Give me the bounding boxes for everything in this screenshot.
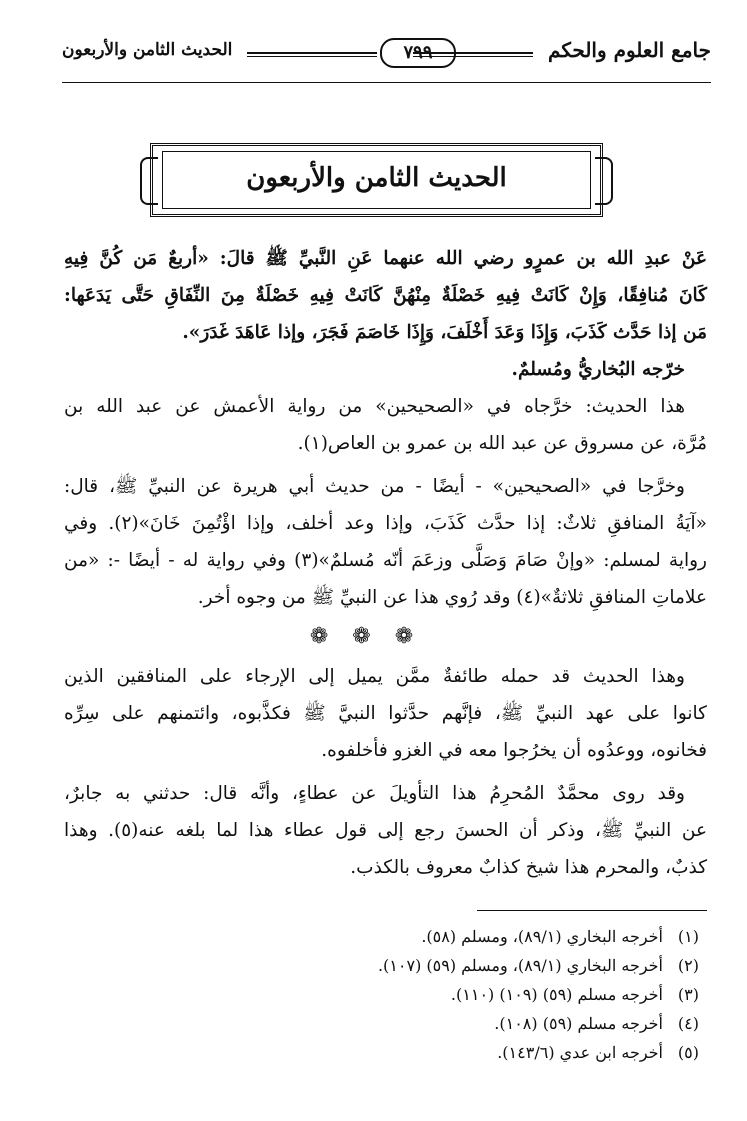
paragraph-line: وخرَّجا في «الصحيحين» - أيضًا - من حديث أبي هريرة عن النبيِّ ﷺ، قال:: [64, 476, 685, 497]
header-rule-left: [247, 52, 377, 57]
footnote: [99, 1009, 699, 1038]
hadith-line: عَنْ عبدِ الله بن عمرٍو رضي الله عنهما عَنِ النَّبيِّ ﷺ قالَ: «أربعٌ مَن كُنَّ فِيهِ: [64, 248, 707, 269]
main-text: [64, 240, 707, 616]
header-book-title: جامع العلوم والحكم: [548, 38, 711, 62]
footnotes: [99, 922, 699, 1067]
footnote-text: أخرجه مسلم (٥٩) (١٠٨).: [494, 1014, 663, 1033]
paragraph-line: رواية لمسلم: «وإنْ صَامَ وَصَلَّى وزعَمَ أنّه مُسلمٌ»(٣) وفي رواية له - أيضًا -: «من: [64, 550, 707, 571]
chapter-title-frame: [140, 143, 613, 217]
paragraph-line: وهذا الحديث قد حمله طائفةٌ ممَّن يميل إلى الإرجاء على المنافقين الذين: [64, 666, 685, 687]
paragraph-line: هذا الحديث: خرَّجاه في «الصحيحين» من رواية الأعمش عن عبد الله بن: [64, 396, 685, 417]
footnote: [99, 922, 699, 951]
footnote-number: (٣): [677, 985, 699, 1004]
paragraph-line: فخانوه، ووعدُوه أن يخرُجوا معه في الغزو فأخلفوه.: [321, 740, 707, 761]
footnote: [99, 980, 699, 1009]
paragraph-line: مُرَّة، عن مسروق عن عبد الله بن عمرو بن العاص(١).: [297, 433, 707, 454]
footnote-text: أخرجه مسلم (٥٩) (١٠٩) (١١٠).: [450, 985, 663, 1004]
footnote-text: أخرجه البخاري (٨٩/١)، ومسلم (٥٨).: [421, 927, 663, 946]
footnote-number: (٢): [677, 956, 699, 975]
paragraph-line: كذبٌ، والمحرم هذا شيخ كذابٌ معروف بالكذب.: [350, 857, 707, 878]
footnote-divider: [477, 910, 707, 911]
page-number: ٧٩٩: [380, 38, 456, 68]
chapter-title: الحديث الثامن والأربعون: [246, 163, 507, 193]
footnote-number: (٥): [677, 1043, 699, 1062]
header-divider: [62, 82, 711, 83]
footnote: [99, 951, 699, 980]
footnote-text: أخرجه البخاري (٨٩/١)، ومسلم (٥٩) (١٠٧).: [377, 956, 663, 975]
footnote: [99, 1038, 699, 1067]
paragraph-line: وقد روى محمَّدٌ المُحرِمُ هذا التأويلَ عن عطاءٍ، وأنَّه قال: حدثني به جابرٌ،: [64, 783, 685, 804]
footnote-text: أخرجه ابن عدي (١٤٣/٦).: [497, 1043, 663, 1062]
hadith-line: كَانَ مُنافِقًا، وَإِنْ كَانَتْ فِيهِ خَصْلَةٌ مِنْهُنَّ كَانَتْ فِيهِ خَصْلَةٌ مِنَ النِّفَاقِ حَتَّى يَدَعَها:: [64, 285, 707, 306]
paragraph-line: علاماتِ المنافقِ ثلاثةٌ»(٤) وقد رُوي هذا عن النبيِّ ﷺ من وجوه أخر.: [197, 587, 707, 608]
footnote-number: (٤): [677, 1014, 699, 1033]
takhrij-line: خرّجه البُخاريُّ ومُسلمٌ.: [511, 359, 685, 380]
hadith-line: مَن إذا حَدَّث كَذَبَ، وَإِذَا وَعَدَ أَخْلَفَ، وَإِذَا خَاصَمَ فَجَرَ، وإذا عَاهَدَ غَدَرَ».: [182, 322, 707, 343]
footnote-number: (١): [677, 927, 699, 946]
section-separator: ❁❁❁: [309, 624, 438, 649]
main-text-continued: [64, 658, 707, 886]
paragraph-line: «آيَةُ المنافقِ ثلاثٌ: إذا حدَّث كَذَبَ، وإذا وعد أخلف، وإذا اؤْتُمِنَ خَانَ»(٢). وفي: [64, 513, 707, 534]
paragraph-line: عن النبيِّ ﷺ، وذكر أن الحسنَ رجع إلى قول عطاء هذا لما بلغه عنه(٥). وهذا: [64, 820, 707, 841]
header-chapter-title: الحديث الثامن والأربعون: [62, 40, 233, 60]
running-header: [62, 36, 711, 76]
paragraph-line: كانوا على عهد النبيِّ ﷺ، فإنَّهم حدَّثوا النبيَّ ﷺ فكذَّبوه، وائتمنهم على سِرِّه: [64, 703, 707, 724]
